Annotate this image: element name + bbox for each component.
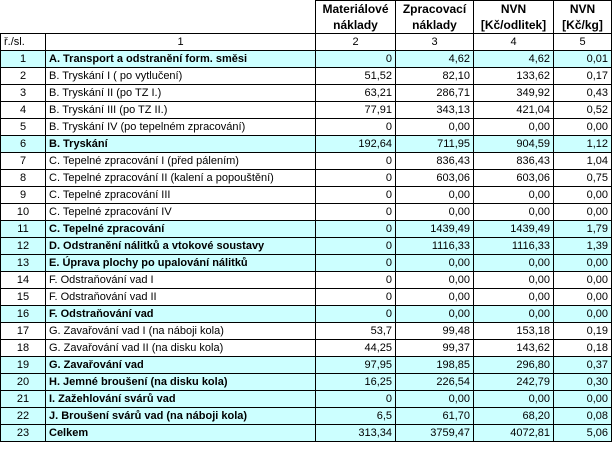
nvn-per-casting: 153,18: [474, 323, 554, 340]
index-cell: 1: [46, 34, 316, 51]
nvn-per-casting: 904,59: [474, 136, 554, 153]
material-cost: 6,5: [316, 408, 396, 425]
table-row: [1, 187, 612, 204]
processing-cost: 0,00: [396, 272, 474, 289]
material-cost: 0: [316, 153, 396, 170]
row-label: J. Broušení svárů vad (na náboji kola): [46, 408, 316, 425]
index-cell: 5: [554, 34, 612, 51]
table-row: [1, 323, 612, 340]
nvn-per-casting: 133,62: [474, 68, 554, 85]
nvn-per-kg: 1,12: [554, 136, 612, 153]
material-cost: 77,91: [316, 102, 396, 119]
processing-cost: 226,54: [396, 374, 474, 391]
processing-cost: 61,70: [396, 408, 474, 425]
table-row: [1, 68, 612, 85]
table-row: [1, 238, 612, 255]
table-row: [1, 374, 612, 391]
nvn-per-kg: 0,00: [554, 204, 612, 221]
table-row: [1, 340, 612, 357]
nvn-per-kg: 0,01: [554, 51, 612, 68]
nvn-per-casting: 0,00: [474, 119, 554, 136]
material-cost: 0: [316, 204, 396, 221]
row-number: 20: [1, 374, 46, 391]
row-label: F. Odstraňování vad I: [46, 272, 316, 289]
nvn-per-casting: 0,00: [474, 306, 554, 323]
index-cell: 2: [316, 34, 396, 51]
nvn-per-kg: 0,00: [554, 119, 612, 136]
processing-cost: 0,00: [396, 289, 474, 306]
row-number: 8: [1, 170, 46, 187]
processing-cost: 836,43: [396, 153, 474, 170]
nvn-per-kg: 0,75: [554, 170, 612, 187]
table-row: [1, 119, 612, 136]
row-number: 22: [1, 408, 46, 425]
nvn-per-casting: 421,04: [474, 102, 554, 119]
row-label: I. Zažehlování svárů vad: [46, 391, 316, 408]
material-cost: 192,64: [316, 136, 396, 153]
row-number: 7: [1, 153, 46, 170]
nvn-per-kg: 0,00: [554, 255, 612, 272]
index-row: [1, 34, 612, 51]
processing-cost: 99,37: [396, 340, 474, 357]
processing-cost: 0,00: [396, 306, 474, 323]
nvn-per-casting: 0,00: [474, 255, 554, 272]
table-row: [1, 272, 612, 289]
header-processing-costs: Zpracovací náklady: [396, 1, 474, 34]
row-label: B. Tryskání II (po TZ I.): [46, 85, 316, 102]
nvn-per-kg: 0,43: [554, 85, 612, 102]
material-cost: 53,7: [316, 323, 396, 340]
processing-cost: 1116,33: [396, 238, 474, 255]
processing-cost: 82,10: [396, 68, 474, 85]
material-cost: 97,95: [316, 357, 396, 374]
material-cost: 0: [316, 272, 396, 289]
nvn-per-kg: 0,37: [554, 357, 612, 374]
header-blank: [1, 1, 316, 34]
row-label: D. Odstranění nálitků a vtokové soustavy: [46, 238, 316, 255]
material-cost: 0: [316, 289, 396, 306]
row-number: 14: [1, 272, 46, 289]
nvn-per-casting: 1116,33: [474, 238, 554, 255]
row-number: 21: [1, 391, 46, 408]
processing-cost: 0,00: [396, 391, 474, 408]
nvn-per-casting: 1439,49: [474, 221, 554, 238]
table-row: [1, 357, 612, 374]
nvn-per-kg: 0,08: [554, 408, 612, 425]
table-row: [1, 289, 612, 306]
row-number: 10: [1, 204, 46, 221]
header-nvn-per-kg: NVN [Kč/kg]: [554, 1, 612, 34]
row-number: 16: [1, 306, 46, 323]
nvn-per-kg: 0,19: [554, 323, 612, 340]
row-label: C. Tepelné zpracování I (před pálením): [46, 153, 316, 170]
nvn-per-casting: 4,62: [474, 51, 554, 68]
table-row: [1, 255, 612, 272]
nvn-per-casting: 0,00: [474, 289, 554, 306]
row-label: F. Odstraňování vad II: [46, 289, 316, 306]
nvn-per-kg: 0,00: [554, 306, 612, 323]
row-label: B. Tryskání III (po TZ II.): [46, 102, 316, 119]
nvn-per-kg: 0,00: [554, 391, 612, 408]
nvn-per-kg: 0,52: [554, 102, 612, 119]
processing-cost: 0,00: [396, 187, 474, 204]
processing-cost: 603,06: [396, 170, 474, 187]
row-label: C. Tepelné zpracování III: [46, 187, 316, 204]
material-cost: 0: [316, 255, 396, 272]
nvn-per-casting: 349,92: [474, 85, 554, 102]
material-cost: 44,25: [316, 340, 396, 357]
material-cost: 0: [316, 238, 396, 255]
processing-cost: 343,13: [396, 102, 474, 119]
table-row: [1, 153, 612, 170]
table-row: [1, 85, 612, 102]
material-cost: 0: [316, 119, 396, 136]
row-number: 15: [1, 289, 46, 306]
material-cost: 0: [316, 51, 396, 68]
index-cell: 4: [474, 34, 554, 51]
row-label: Celkem: [46, 425, 316, 442]
nvn-per-casting: 296,80: [474, 357, 554, 374]
row-number: 4: [1, 102, 46, 119]
nvn-per-casting: 0,00: [474, 187, 554, 204]
nvn-per-casting: 0,00: [474, 272, 554, 289]
nvn-per-casting: 603,06: [474, 170, 554, 187]
processing-cost: 711,95: [396, 136, 474, 153]
processing-cost: 1439,49: [396, 221, 474, 238]
table-row: [1, 170, 612, 187]
row-label: A. Transport a odstranění form. směsi: [46, 51, 316, 68]
table-row: [1, 221, 612, 238]
material-cost: 313,34: [316, 425, 396, 442]
row-label: G. Zavařování vad I (na náboji kola): [46, 323, 316, 340]
nvn-per-casting: 4072,81: [474, 425, 554, 442]
table-row: [1, 136, 612, 153]
material-cost: 0: [316, 170, 396, 187]
row-number: 1: [1, 51, 46, 68]
table-row: [1, 102, 612, 119]
nvn-per-kg: 5,06: [554, 425, 612, 442]
table-row: [1, 408, 612, 425]
header-material-costs: Materiálové náklady: [316, 1, 396, 34]
table-row: [1, 51, 612, 68]
nvn-per-kg: 1,39: [554, 238, 612, 255]
material-cost: 0: [316, 391, 396, 408]
nvn-per-kg: 1,04: [554, 153, 612, 170]
row-label: B. Tryskání IV (po tepelném zpracování): [46, 119, 316, 136]
row-label: C. Tepelné zpracování II (kalení a popouštění): [46, 170, 316, 187]
table-row: [1, 391, 612, 408]
row-number: 5: [1, 119, 46, 136]
material-cost: 0: [316, 306, 396, 323]
nvn-per-kg: 0,30: [554, 374, 612, 391]
row-label: E. Úprava plochy po upalování nálitků: [46, 255, 316, 272]
material-cost: 63,21: [316, 85, 396, 102]
material-cost: 0: [316, 221, 396, 238]
row-number: 17: [1, 323, 46, 340]
row-number: 6: [1, 136, 46, 153]
table-row: [1, 306, 612, 323]
processing-cost: 0,00: [396, 255, 474, 272]
nvn-per-casting: 242,79: [474, 374, 554, 391]
row-number: 11: [1, 221, 46, 238]
nvn-per-kg: 0,18: [554, 340, 612, 357]
nvn-per-casting: 836,43: [474, 153, 554, 170]
row-label: B. Tryskání: [46, 136, 316, 153]
nvn-per-casting: 0,00: [474, 391, 554, 408]
nvn-per-casting: 68,20: [474, 408, 554, 425]
row-label: C. Tepelné zpracování IV: [46, 204, 316, 221]
table-row: [1, 204, 612, 221]
row-number: 23: [1, 425, 46, 442]
row-number: 18: [1, 340, 46, 357]
processing-cost: 3759,47: [396, 425, 474, 442]
row-label: B. Tryskání I ( po vytlučení): [46, 68, 316, 85]
nvn-per-kg: 0,00: [554, 272, 612, 289]
row-label: G. Zavařování vad II (na disku kola): [46, 340, 316, 357]
row-label: G. Zavařování vad: [46, 357, 316, 374]
processing-cost: 0,00: [396, 119, 474, 136]
processing-cost: 99,48: [396, 323, 474, 340]
row-number: 3: [1, 85, 46, 102]
row-label: F. Odstraňování vad: [46, 306, 316, 323]
processing-cost: 198,85: [396, 357, 474, 374]
index-cell: 3: [396, 34, 474, 51]
processing-cost: 0,00: [396, 204, 474, 221]
processing-cost: 286,71: [396, 85, 474, 102]
index-cell: ř./sl.: [1, 34, 46, 51]
row-number: 12: [1, 238, 46, 255]
table-row: [1, 425, 612, 442]
nvn-per-casting: 0,00: [474, 204, 554, 221]
row-label: H. Jemné broušení (na disku kola): [46, 374, 316, 391]
material-cost: 0: [316, 187, 396, 204]
nvn-per-kg: 0,00: [554, 289, 612, 306]
material-cost: 16,25: [316, 374, 396, 391]
header-row: [1, 1, 612, 34]
row-number: 2: [1, 68, 46, 85]
processing-cost: 4,62: [396, 51, 474, 68]
row-number: 19: [1, 357, 46, 374]
material-cost: 51,52: [316, 68, 396, 85]
nvn-per-kg: 0,00: [554, 187, 612, 204]
row-number: 13: [1, 255, 46, 272]
header-nvn-per-casting: NVN [Kč/odlitek]: [474, 1, 554, 34]
nvn-per-kg: 0,17: [554, 68, 612, 85]
nvn-per-casting: 143,62: [474, 340, 554, 357]
row-number: 9: [1, 187, 46, 204]
row-label: C. Tepelné zpracování: [46, 221, 316, 238]
nvn-per-kg: 1,79: [554, 221, 612, 238]
